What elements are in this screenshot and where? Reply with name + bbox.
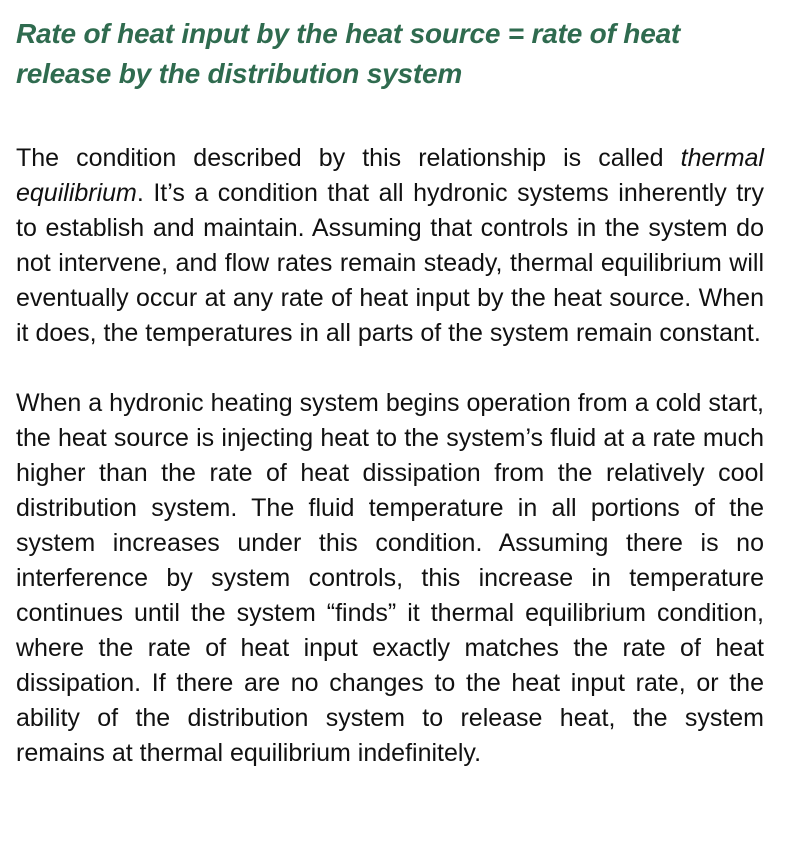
paragraph-cold-start-explanation: When a hydronic heating system begins operation from a cold start, the heat source is injecting heat to the system’s fluid at a rate much higher than the rate of heat dissipation from the relatively cool distribution system. The fluid temperature in all portions of the system increases under this condition. Assuming there is no interference by system controls, this increase in temperature continues until the system “finds” it thermal equilibrium condition, where the rate of heat input exactly matches the rate of heat dissipation. If there are no changes to the heat input rate, or the ability of the distribution system to release heat, the system remains at thermal equilibrium indefinitely. <box>16 389 764 767</box>
section-heading: Rate of heat input by the heat source = rate of heat release by the distribution system <box>16 18 681 89</box>
paragraph1-text-after: . It’s a condition that all hydronic systems inherently try to establish and maintain. Assuming that controls in the system do not intervene, and flow rates remain steady, thermal equilibrium will eventually occur at any rate of heat input by the heat source. When it does, the temperatures in all parts of the system remain constant. <box>16 179 764 347</box>
document-page <box>16 14 764 771</box>
paragraph1-emphasis-term: thermal equilibrium <box>16 144 764 207</box>
paragraph1-text-before: The condition described by this relationship is called <box>16 144 681 172</box>
paragraph-thermal-equilibrium-definition <box>16 141 764 351</box>
